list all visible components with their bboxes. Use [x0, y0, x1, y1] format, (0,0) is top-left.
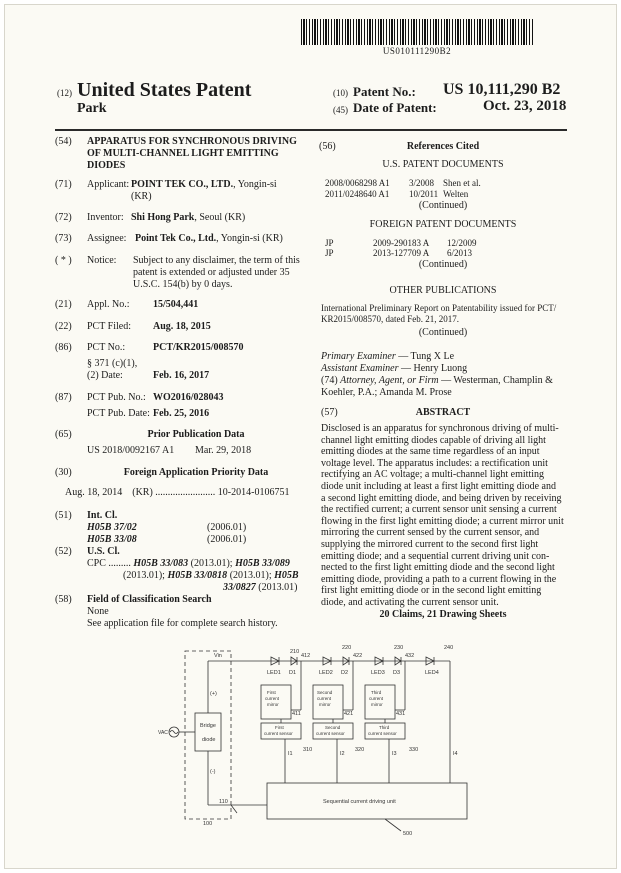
notice-line-2: patent is extended or adjusted under 35: [133, 267, 290, 278]
ref-432: 432: [405, 653, 415, 659]
patent-number: US 10,111,290 B2: [443, 81, 561, 98]
field-71-num: (71): [55, 179, 72, 190]
notice-num: ( * ): [55, 255, 72, 266]
ref-421: 421: [344, 711, 354, 717]
field-of-search-label: Field of Classification Search: [87, 594, 212, 605]
minus-terminal-label: (-): [210, 769, 216, 775]
foreign-ref-2-date: 6/2013: [447, 248, 473, 258]
other-publications-continued: (Continued): [418, 327, 468, 338]
abstract-line: emitting diode, providing a path to a current flowing in the: [321, 573, 557, 585]
ref-100: 100: [203, 821, 213, 827]
appl-no: 15/504,441: [153, 299, 199, 310]
cpc-line-3: 33/0827 (2013.01): [223, 582, 298, 593]
d1-label: D1: [289, 670, 297, 676]
led4-label: LED4: [425, 670, 439, 676]
field-86-num: (86): [55, 342, 72, 353]
abstract-line: emitting diodes at the same time regardless of an input: [321, 446, 540, 458]
foreign-ref-1-pub: 2009-290183 A: [373, 238, 430, 248]
date-of-patent: Oct. 23, 2018: [483, 98, 567, 114]
int-cl-2: H05B 33/08: [87, 534, 137, 545]
foreign-ref-1-cc: JP: [325, 238, 334, 248]
notice-label: Notice:: [87, 255, 117, 266]
ref-412: 412: [301, 653, 311, 659]
notice-line-1: Subject to any disclaimer, the term of this: [133, 255, 300, 266]
field-30-num: (30): [55, 467, 72, 478]
field-56-num: (56): [319, 141, 336, 152]
field-of-search-none: None: [87, 606, 109, 617]
field-72-num: (72): [55, 212, 72, 223]
other-publications-heading: OTHER PUBLICATIONS: [389, 285, 497, 296]
primary-examiner: Primary Examiner — Tung X Le: [321, 351, 455, 362]
prior-publication-date: Mar. 29, 2018: [195, 445, 252, 456]
pct-filed-label: PCT Filed:: [87, 321, 131, 332]
abstract-line: diode unit including at least a first light emitting diode and: [321, 480, 556, 492]
barcode-number: US010111290B2: [382, 46, 452, 56]
mirror-3-line-2: current: [369, 696, 384, 701]
code-12: (12): [57, 88, 72, 98]
ref-500: 500: [403, 831, 413, 837]
ref-320: 320: [355, 747, 365, 753]
cpc-line-1: CPC ......... H05B 33/083 (2013.01); H05B 33/089: [87, 558, 290, 569]
led3-label: LED3: [371, 670, 385, 676]
abstract-line: rectifying an AC voltage; a multi-channel light emitting: [321, 469, 545, 481]
sensor-1-line-1: First: [275, 725, 284, 730]
field-87-num: (87): [55, 392, 72, 403]
bridge-label-2: diode: [202, 737, 216, 743]
ref-431: 431: [396, 711, 406, 717]
notice-line-3: U.S.C. 154(b) by 0 days.: [133, 279, 233, 290]
pct-no: PCT/KR2015/008570: [153, 342, 244, 353]
abstract-line: Disclosed is an apparatus for synchronous driving of multi-: [321, 423, 559, 434]
vac-label: VAC: [158, 730, 168, 736]
priority-entry: Aug. 18, 2014 (KR) ........................ 10-2014-0106751: [65, 487, 290, 498]
code-45: (45): [333, 105, 348, 115]
references-heading: References Cited: [406, 141, 480, 152]
plus-terminal-label: (+): [210, 691, 217, 697]
us-refs-continued: (Continued): [418, 200, 468, 211]
pct-no-label: PCT No.:: [87, 342, 126, 353]
abstract-line: supplying the mirrored current to the second first light: [321, 538, 539, 550]
inventor: Shi Hong Park, Seoul (KR): [131, 212, 246, 223]
abstract-line: nected to the first light emitting diode and the second light: [321, 562, 555, 574]
priority-heading: Foreign Application Priority Data: [123, 467, 269, 478]
foreign-docs-heading: FOREIGN PATENT DOCUMENTS: [369, 219, 517, 230]
current-i2: I2: [340, 751, 345, 757]
bridge-label-1: Bridge: [200, 723, 216, 729]
field-58-num: (58): [55, 594, 72, 605]
pct-filed: Aug. 18, 2015: [153, 321, 211, 332]
abstract-line: the rectified current; a current sensor unit sensing a current: [321, 504, 557, 516]
mirror-1-line-3: mirror: [267, 702, 279, 707]
d3-label: D3: [393, 670, 401, 676]
inventor-label: Inventor:: [87, 212, 124, 223]
sensor-3-line-1: Third: [379, 725, 390, 730]
bridge-diode-box: [195, 713, 221, 751]
ref-240: 240: [444, 645, 454, 651]
field-21-num: (21): [55, 299, 72, 310]
foreign-refs-continued: (Continued): [418, 259, 468, 270]
foreign-ref-2-cc: JP: [325, 248, 334, 258]
ref-210: 210: [290, 649, 300, 655]
applicant: POINT TEK CO., LTD., Yongin-si: [131, 179, 277, 190]
d2-label: D2: [341, 670, 349, 676]
foreign-ref-1-date: 12/2009: [447, 238, 477, 248]
us-ref-2-pub: 2011/0248640 A1: [325, 189, 390, 199]
us-ref-2-date: 10/2011: [409, 189, 439, 199]
int-cl-2-year: (2006.01): [207, 534, 247, 545]
abstract-heading: ABSTRACT: [415, 407, 471, 418]
ref-330: 330: [409, 747, 419, 753]
field-57-num: (57): [321, 407, 338, 418]
applicant-label: Applicant:: [87, 179, 130, 190]
field-51-num: (51): [55, 510, 72, 521]
pct-pub-date-label: PCT Pub. Date:: [87, 408, 150, 419]
mirror-2-line-3: mirror: [319, 702, 331, 707]
field-54-num: (54): [55, 136, 72, 147]
sensor-2-line-2: current sensor: [316, 731, 345, 736]
appl-no-label: Appl. No.:: [87, 299, 130, 310]
assignee: Point Tek Co., Ltd., Yongin-si (KR): [135, 233, 283, 244]
pct-pub-no: WO2016/028043: [153, 392, 224, 403]
inventor-surname: Park: [77, 101, 107, 116]
patent-page: [4, 4, 617, 869]
field-73-num: (73): [55, 233, 72, 244]
sensor-2-line-1: Second: [325, 725, 341, 730]
attorney-line-1: (74) Attorney, Agent, or Firm — Westerman, Champlin &: [321, 375, 553, 386]
document-kind: United States Patent: [77, 79, 252, 101]
abstract-line: flowing in the first light emitting diode; a current mirror unit: [321, 515, 564, 527]
field-65-num: (65): [55, 429, 72, 440]
ref-310: 310: [303, 747, 313, 753]
prior-publication-heading: Prior Publication Data: [147, 429, 245, 440]
mirror-3-line-3: mirror: [371, 702, 383, 707]
cpc-line-2: (2013.01); H05B 33/0818 (2013.01); H05B: [123, 570, 299, 581]
sensor-1-line-2: current sensor: [264, 731, 293, 736]
s371-line-1: § 371 (c)(1),: [87, 358, 138, 369]
abstract-line: mirroring the current sensed by the current sensor, and: [321, 527, 540, 539]
abstract-line: emitting diode; and a sequential current driving unit con-: [321, 550, 550, 562]
us-cl-label: U.S. Cl.: [87, 546, 120, 557]
attorney-line-2: Koehler, P.A.; Amanda M. Prose: [321, 387, 452, 398]
current-i4: I4: [453, 751, 458, 757]
s371-line-2: (2) Date:: [87, 370, 123, 381]
current-i3: I3: [392, 751, 397, 757]
us-ref-2-name: Welten: [443, 189, 469, 199]
sequential-unit-label: Sequential current driving unit: [323, 799, 396, 805]
patent-number-label: Patent No.:: [353, 84, 416, 99]
claims-summary: 20 Claims, 21 Drawing Sheets: [379, 609, 507, 620]
us-ref-1-name: Shen et al.: [443, 178, 481, 188]
abstract-line: diode, and activating the current sensor unit.: [321, 596, 499, 608]
pct-pub-no-label: PCT Pub. No.:: [87, 392, 146, 403]
abstract-line: channel light emitting diodes capable of driving all light: [321, 434, 546, 446]
assistant-examiner: Assistant Examiner — Henry Luong: [321, 363, 468, 374]
mirror-2-line-1: Second: [317, 690, 333, 695]
led2-label: LED2: [319, 670, 333, 676]
mirror-1-line-2: current: [265, 696, 280, 701]
mirror-3-line-1: Third: [371, 690, 382, 695]
representative-drawing: [5, 5, 618, 870]
current-i1: I1: [288, 751, 293, 757]
ref-110: 110: [219, 799, 228, 805]
ref-411: 411: [292, 711, 301, 717]
other-publication-line-2: KR2015/008570, dated Feb. 21, 2017.: [321, 314, 459, 324]
led1-label: LED1: [267, 670, 281, 676]
prior-publication: US 2018/0092167 A1: [87, 445, 175, 456]
pct-pub-date: Feb. 25, 2016: [153, 408, 210, 419]
foreign-ref-2-pub: 2013-127709 A: [373, 248, 430, 258]
int-cl-label: Int. Cl.: [87, 510, 118, 521]
mirror-2-line-2: current: [317, 696, 332, 701]
applicant-country: (KR): [131, 191, 152, 202]
vin-label: Vin: [214, 653, 222, 659]
field-52-num: (52): [55, 546, 72, 557]
field-22-num: (22): [55, 321, 72, 332]
abstract-line: voltage level. The apparatus includes: a rectification unit: [321, 457, 548, 469]
int-cl-1-year: (2006.01): [207, 522, 247, 533]
code-10: (10): [333, 88, 348, 98]
abstract-line: a second light emitting diode, and being driven by receiving: [321, 492, 562, 504]
sensor-3-line-2: current sensor: [368, 731, 397, 736]
ref-220: 220: [342, 645, 352, 651]
ref-422: 422: [353, 653, 363, 659]
us-docs-heading: U.S. PATENT DOCUMENTS: [382, 159, 504, 170]
assignee-label: Assignee:: [87, 233, 127, 244]
int-cl-1: H05B 37/02: [87, 522, 137, 533]
s371-date: Feb. 16, 2017: [153, 370, 210, 381]
us-ref-1-date: 3/2008: [409, 178, 435, 188]
date-of-patent-label: Date of Patent:: [353, 100, 437, 115]
us-ref-1-pub: 2008/0068298 A1: [325, 178, 390, 188]
abstract-line: first light emitting diode or in the second light emitting: [321, 585, 542, 597]
other-publication-line-1: International Preliminary Report on Patentability issued for PCT/: [321, 303, 557, 313]
search-history-note: See application file for complete search history.: [87, 618, 278, 629]
ref-230: 230: [394, 645, 404, 651]
title: APPARATUS FOR SYNCHRONOUS DRIVING OF MULTI-CHANNEL LIGHT EMITTING DIODES: [87, 136, 297, 171]
mirror-1-line-1: First: [267, 690, 276, 695]
